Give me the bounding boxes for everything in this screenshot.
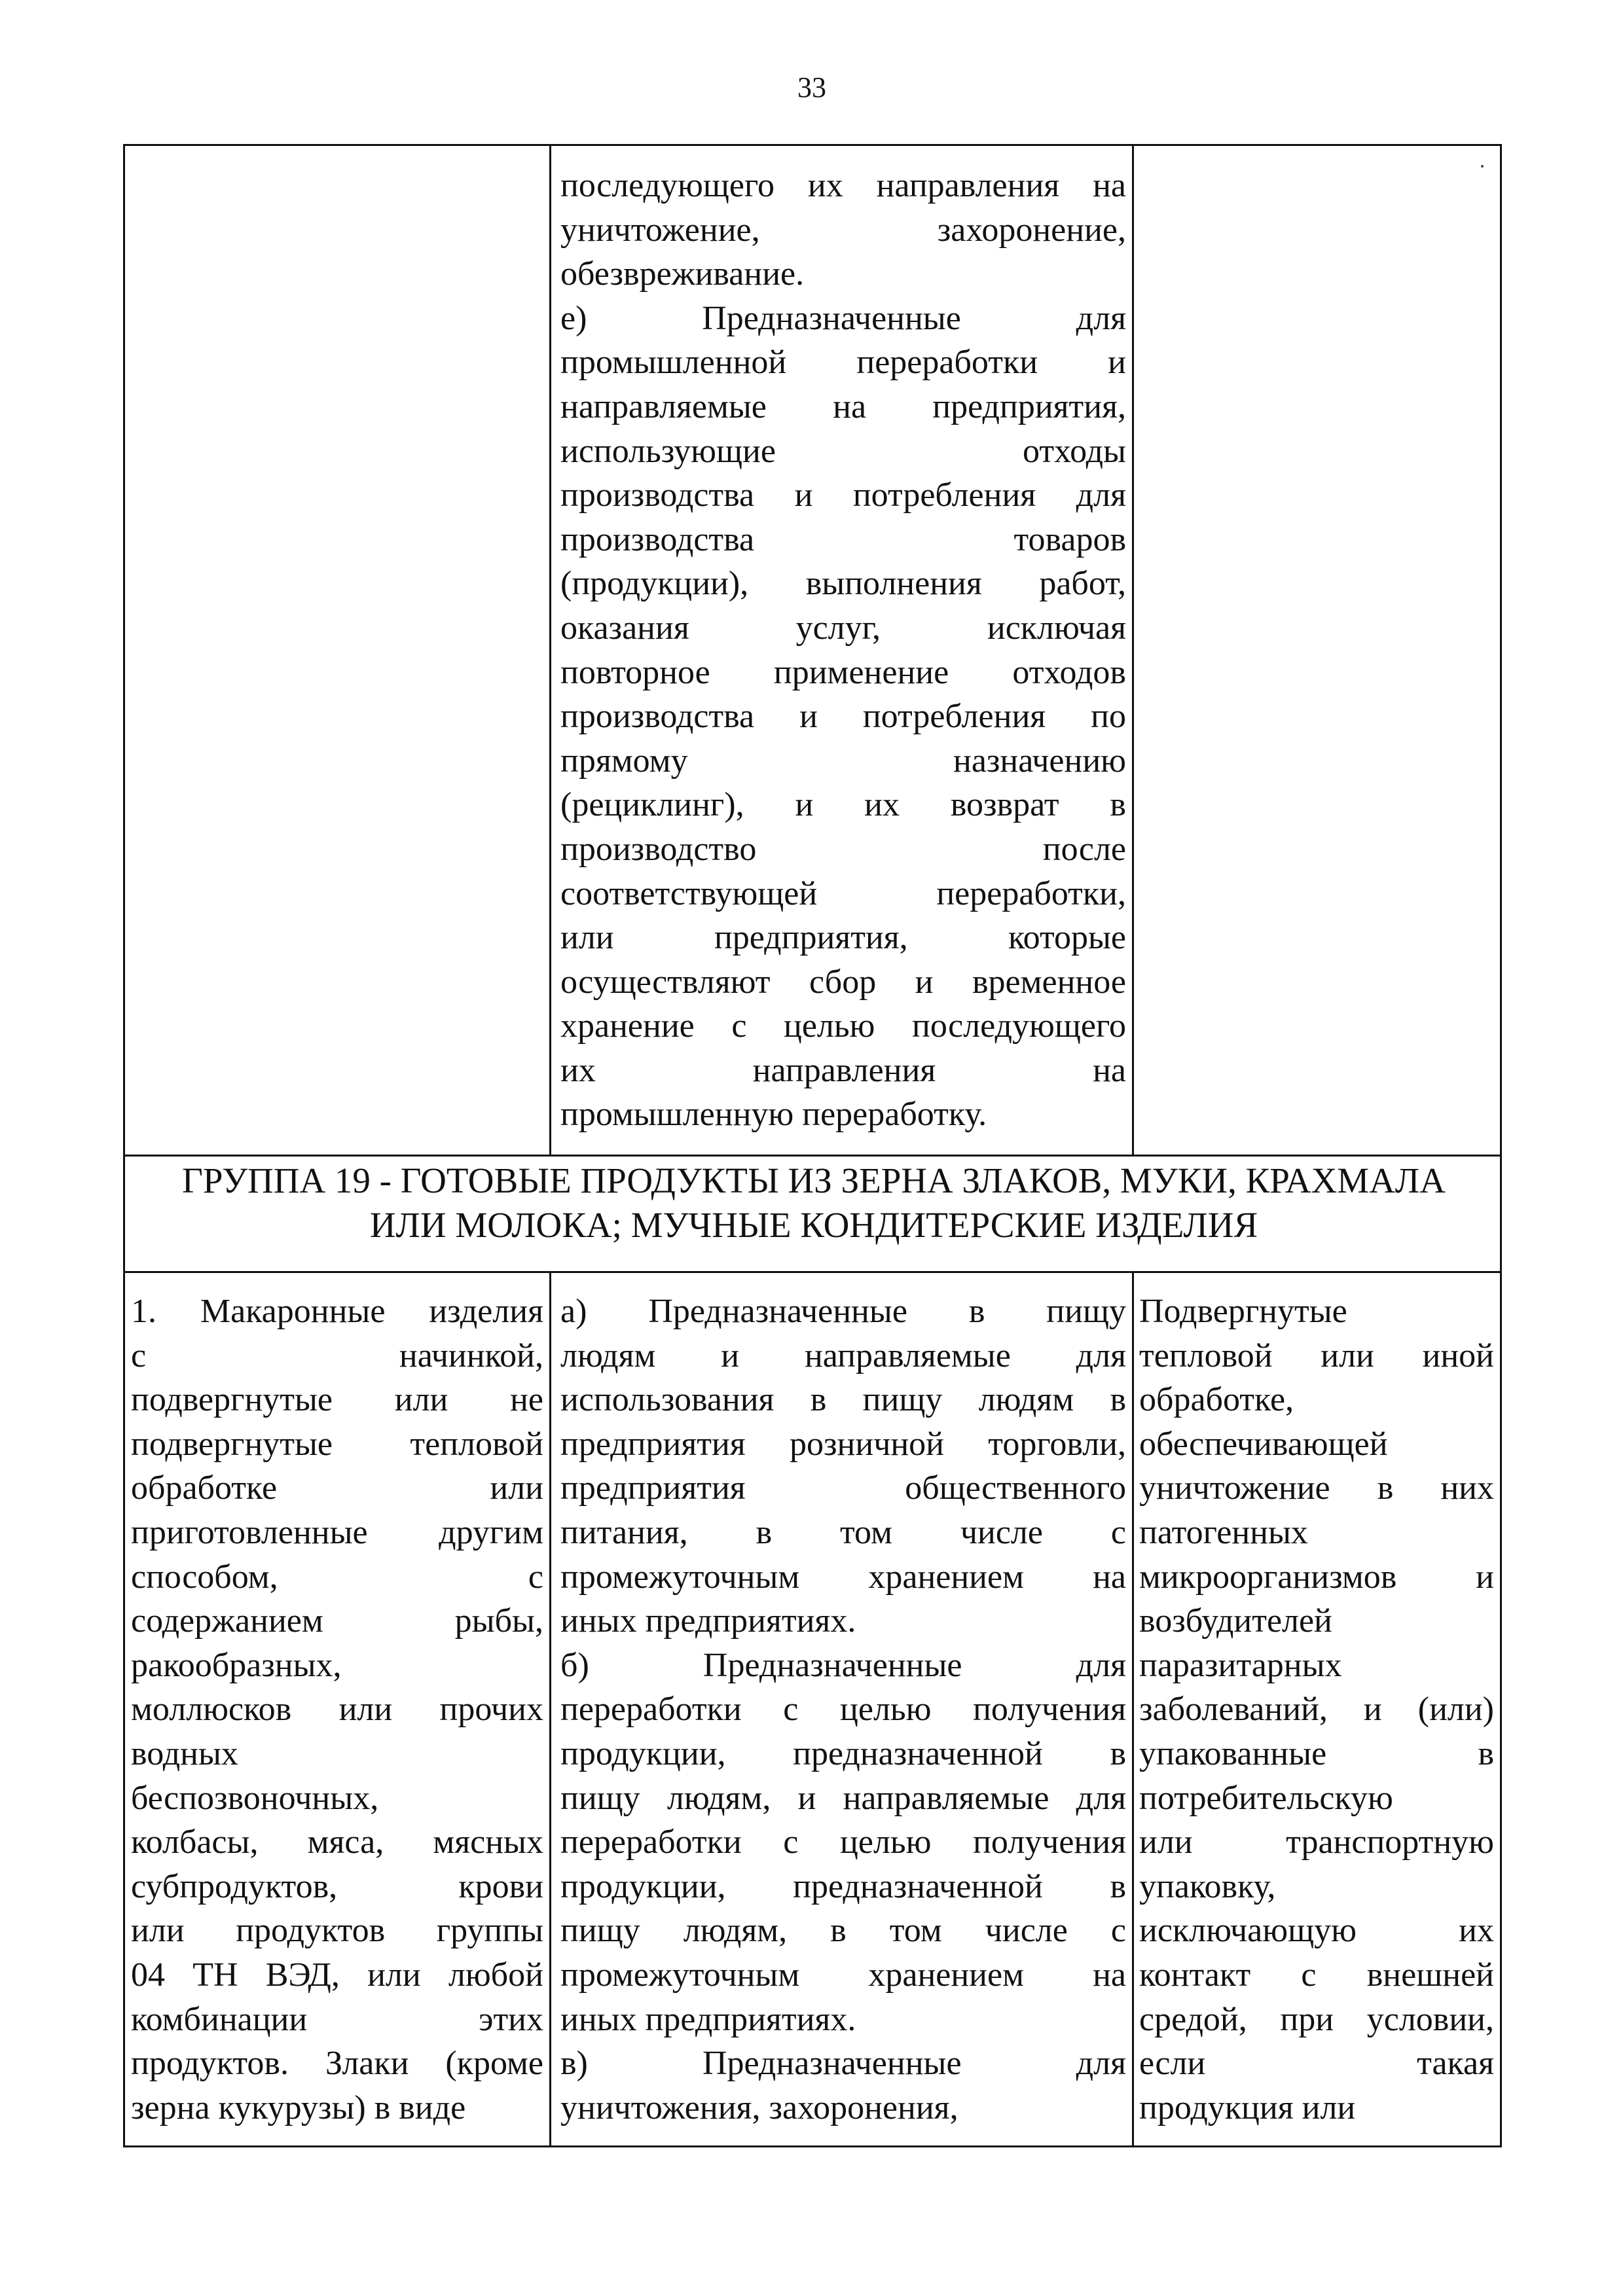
row1-col2-line: (рециклинг), и их возврат в bbox=[560, 786, 1126, 824]
row2-col3-line: патогенных bbox=[1139, 1513, 1308, 1551]
row2-col1-line: обработке или bbox=[131, 1469, 543, 1507]
row2-col3-line: или транспортную bbox=[1139, 1823, 1494, 1861]
heading-bottom-border bbox=[123, 1271, 1502, 1273]
row1-col2-line: обезвреживание. bbox=[560, 255, 805, 293]
row1-col2-line: хранение с целью последующего bbox=[560, 1007, 1126, 1045]
row1-col2-line: производства и потребления по bbox=[560, 698, 1126, 736]
row2-col1-line: беспозвоночных, bbox=[131, 1779, 379, 1817]
row2-col2-line: продукции, предназначенной в bbox=[560, 1867, 1126, 1905]
row2-col1-line: ракообразных, bbox=[131, 1646, 342, 1684]
row1-col2-cell bbox=[560, 164, 1126, 1137]
row2-col3-line: упакованные в bbox=[1139, 1734, 1494, 1772]
row2-col2-line: предприятия розничной торговли, bbox=[560, 1425, 1126, 1463]
row1-col2-line: последующего их направления на bbox=[560, 167, 1126, 204]
row2-col3-line: средой, при условии, bbox=[1139, 2000, 1494, 2038]
row1-col2-line: производство после bbox=[560, 830, 1126, 868]
row2-col1-line: подвергнутые тепловой bbox=[131, 1425, 543, 1463]
row2-col1-line: 04 ТН ВЭД, или любой bbox=[131, 1956, 543, 1994]
row2-col1-line: водных bbox=[131, 1734, 238, 1772]
row2-col1-line: моллюсков или прочих bbox=[131, 1691, 543, 1729]
row2-col1-cell bbox=[131, 1289, 543, 2130]
row2-col1-line: с начинкой, bbox=[131, 1336, 543, 1374]
row1-col2-line: направляемые на предприятия, bbox=[560, 387, 1126, 425]
row2-col3-line: продукция или bbox=[1139, 2089, 1356, 2126]
row2-col3-line: паразитарных bbox=[1139, 1646, 1342, 1684]
row1-col2-line: прямому назначению bbox=[560, 742, 1126, 780]
row1-col2-line: повторное применение отходов bbox=[560, 653, 1126, 691]
row2-col3-line: обработке, bbox=[1139, 1381, 1294, 1419]
row2-col1-line: приготовленные другим bbox=[131, 1513, 543, 1551]
row2-col2-line: пищу людям, в том числе с bbox=[560, 1912, 1126, 1950]
row1-col2-line: е) Предназначенные для bbox=[560, 299, 1126, 337]
group-heading bbox=[126, 1158, 1502, 1247]
page-number: 33 bbox=[797, 71, 826, 103]
row2-col3-line: если такая bbox=[1139, 2045, 1494, 2083]
row1-col2-line: или предприятия, которые bbox=[560, 919, 1126, 957]
row2-col3-line: упаковку, bbox=[1139, 1867, 1276, 1905]
row2-col1-line: зерна кукурузы) в виде bbox=[131, 2089, 466, 2126]
table-left-border bbox=[123, 144, 125, 2147]
row2-col2-line: предприятия общественного bbox=[560, 1469, 1126, 1507]
table-top-border bbox=[123, 144, 1502, 146]
row1-col2-line: производства товаров bbox=[560, 520, 1126, 558]
row2-col2-line: а) Предназначенные в пищу bbox=[560, 1293, 1126, 1330]
row2-col2-line: переработки с целью получения bbox=[560, 1823, 1126, 1861]
row2-col2-line: промежуточным хранением на bbox=[560, 1558, 1126, 1596]
row2-col2-line: б) Предназначенные для bbox=[560, 1646, 1126, 1684]
row2-col1-line: субпродуктов, крови bbox=[131, 1867, 543, 1905]
row2-col2-line: иных предприятиях. bbox=[560, 1602, 856, 1640]
row2-col2-line: уничтожения, захоронения, bbox=[560, 2089, 958, 2126]
row2-col1-line: комбинации этих bbox=[131, 2000, 543, 2038]
row2-col2-line: продукции, предназначенной в bbox=[560, 1734, 1126, 1772]
row2-col1-line: подвергнутые или не bbox=[131, 1381, 543, 1419]
group-heading-line2: ИЛИ МОЛОКА; МУЧНЫЕ КОНДИТЕРСКИЕ ИЗДЕЛИЯ bbox=[369, 1205, 1258, 1245]
row2-col1-line: колбасы, мяса, мясных bbox=[131, 1823, 543, 1861]
row2-col3-line: возбудителей bbox=[1139, 1602, 1332, 1640]
row2-divider-b bbox=[1132, 1271, 1134, 2147]
table-right-border bbox=[1500, 144, 1502, 2147]
row1-col2-line: осуществляют сбор и временное bbox=[560, 963, 1126, 1001]
row2-col3-line: Подвергнутые bbox=[1139, 1293, 1347, 1330]
row2-divider-a bbox=[549, 1271, 551, 2147]
row2-col1-line: продуктов. Злаки (кроме bbox=[131, 2045, 543, 2083]
row2-col2-line: питания, в том числе с bbox=[560, 1513, 1126, 1551]
row2-col1-line: способом, с bbox=[131, 1558, 543, 1596]
row1-col2-line: промышленной переработки и bbox=[560, 344, 1126, 382]
row1-col2-line: уничтожение, захоронение, bbox=[560, 211, 1126, 249]
row1-divider-a bbox=[549, 144, 551, 1155]
heading-top-border bbox=[123, 1155, 1502, 1157]
row1-col2-line: использующие отходы bbox=[560, 432, 1126, 470]
row2-col3-cell bbox=[1139, 1289, 1494, 2130]
row1-col2-line: промышленную переработку. bbox=[560, 1096, 987, 1134]
row1-divider-b bbox=[1132, 144, 1134, 1155]
row2-col2-line: промежуточным хранением на bbox=[560, 1956, 1126, 1994]
row2-col2-line: пищу людям, и направляемые для bbox=[560, 1779, 1126, 1817]
row2-col3-line: исключающую их bbox=[1139, 1912, 1494, 1950]
row2-col1-line: или продуктов группы bbox=[131, 1912, 543, 1950]
row2-col2-line: переработки с целью получения bbox=[560, 1691, 1126, 1729]
row2-col3-line: микроорганизмов и bbox=[1139, 1558, 1494, 1596]
row1-col2-line: производства и потребления для bbox=[560, 476, 1126, 514]
row2-col2-cell bbox=[560, 1289, 1126, 2130]
row2-col1-line: 1. Макаронные изделия bbox=[131, 1293, 543, 1330]
row2-col3-line: контакт с внешней bbox=[1139, 1956, 1494, 1994]
row1-col2-line: соответствующей переработки, bbox=[560, 874, 1126, 912]
row2-col3-line: уничтожение в них bbox=[1139, 1469, 1494, 1507]
row2-col1-line: содержанием рыбы, bbox=[131, 1602, 543, 1640]
scan-speck bbox=[1481, 165, 1484, 168]
row2-col2-line: в) Предназначенные для bbox=[560, 2045, 1126, 2083]
row2-col2-line: использования в пищу людям в bbox=[560, 1381, 1126, 1419]
row1-col2-line: (продукции), выполнения работ, bbox=[560, 565, 1126, 603]
group-heading-line1: ГРУППА 19 - ГОТОВЫЕ ПРОДУКТЫ ИЗ ЗЕРНА ЗЛАКОВ, МУКИ, КРАХМАЛА bbox=[182, 1160, 1446, 1200]
row2-col2-line: иных предприятиях. bbox=[560, 2000, 856, 2038]
row2-col3-line: потребительскую bbox=[1139, 1779, 1393, 1817]
row1-col2-line: оказания услуг, исключая bbox=[560, 609, 1126, 647]
row1-col2-line: их направления на bbox=[560, 1051, 1126, 1089]
row2-col3-line: обеспечивающей bbox=[1139, 1425, 1388, 1463]
row2-col3-line: заболеваний, и (или) bbox=[1139, 1691, 1494, 1729]
row2-col2-line: людям и направляемые для bbox=[560, 1336, 1126, 1374]
table-bottom-border bbox=[123, 2145, 1502, 2147]
row2-col3-line: тепловой или иной bbox=[1139, 1336, 1494, 1374]
